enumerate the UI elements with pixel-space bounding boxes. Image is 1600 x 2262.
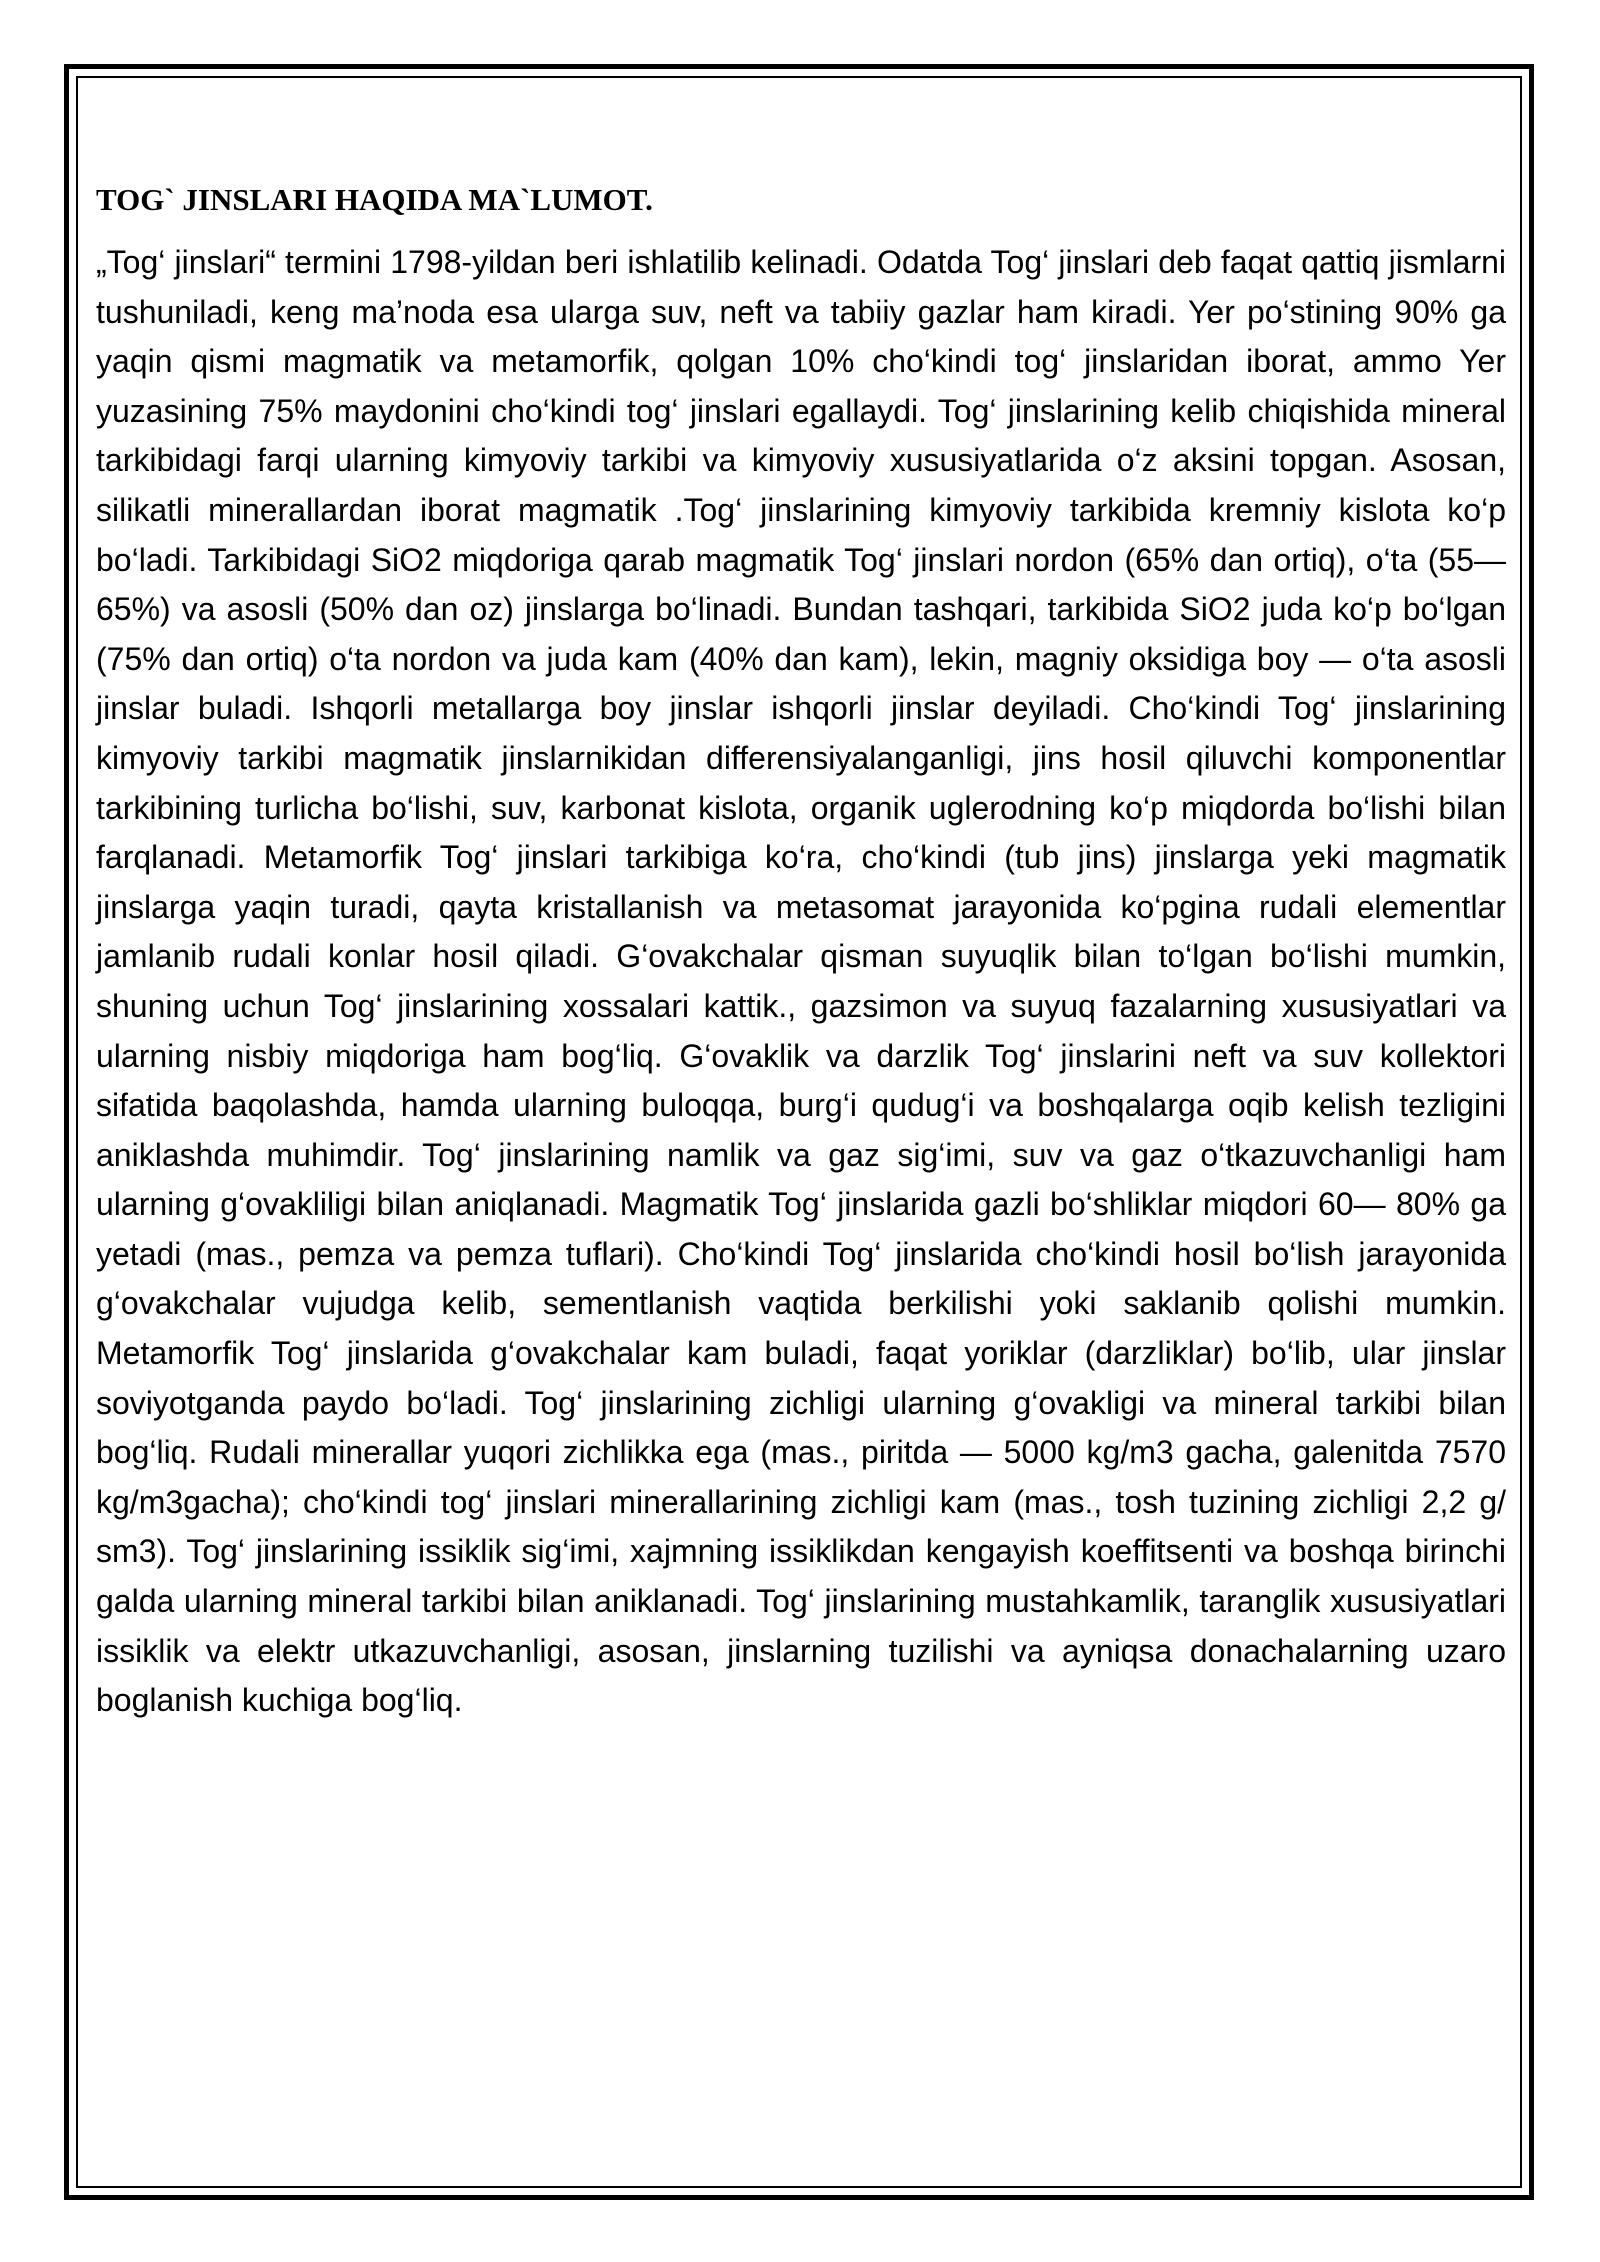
document-content [96,180,1506,1726]
document-title: TOG` JINSLARI HAQIDA MA`LUMOT. [96,182,653,217]
document-body-paragraph: „Tog‘ jinslari“ termini 1798-yildan beri ishlatilib kelinadi. Odatda Tog‘ jinslari deb faqat qattiq jismlarni tushuniladi, keng ma’noda esa ularga suv, neft va tabiiy gazlar ham kiradi. Yer po‘stining 90% ga yaqin qismi magmatik va metamorfik, qolgan 10% cho‘kindi tog‘ jinslaridan iborat, ammo Yer yuzasining 75% maydonini cho‘kindi tog‘ jinslari egallaydi. Tog‘ jinslarining kelib chiqishida mineral tarkibidagi farqi ularning kimyoviy tarkibi va kimyoviy xususiyatlarida o‘z aksini topgan. Asosan, silikatli minerallardan iborat magmatik .Tog‘ jinslarining kimyoviy tarkibida kremniy kislota ko‘p bo‘ladi. Tarkibidagi SiO2 miqdoriga qarab magmatik Tog‘ jinslari nordon (65% dan ortiq), o‘ta (55—65%) va asosli (50% dan oz) jinslarga bo‘linadi. Bundan tashqari, tarkibida SiO2 juda ko‘p bo‘lgan (75% dan ortiq) o‘ta nordon va juda kam (40% dan kam), lekin, magniy oksidiga boy — o‘ta asosli jinslar buladi. Ishqorli metallarga boy jinslar ishqorli jinslar deyiladi. Cho‘kindi Tog‘ jinslarining kimyoviy tarkibi magmatik jinslarnikidan differensiyalanganligi, jins hosil qiluvchi komponentlar tarkibining turlicha bo‘lishi, suv, karbonat kislota, organik uglerodning ko‘p miqdorda bo‘lishi bilan farqlanadi. Metamorfik Tog‘ jinslari tarkibiga ko‘ra, cho‘kindi (tub jins) jinslarga yeki magmatik jinslarga yaqin turadi, qayta kristallanish va metasomat jarayonida ko‘pgina rudali elementlar jamlanib rudali konlar hosil qiladi. G‘ovakchalar qisman suyuqlik bilan to‘lgan bo‘lishi mumkin, shuning uchun Tog‘ jinslarining xossalari kattik., gazsimon va suyuq fazalarning xususiyatlari va ularning nisbiy miqdoriga ham bog‘liq. G‘ovaklik va darzlik Tog‘ jinslarini neft va suv kollektori sifatida baqolashda, hamda ularning buloqqa, burg‘i qudug‘i va boshqalarga oqib kelish tezligini aniklashda muhimdir. Tog‘ jinslarining namlik va gaz sig‘imi, suv va gaz o‘tkazuvchanligi ham ularning g‘ovakliligi bilan aniqlanadi. Magmatik Tog‘ jinslarida gazli bo‘shliklar miqdori 60— 80% ga yetadi (mas., pemza va pemza tuflari). Cho‘kindi Tog‘ jinslarida cho‘kindi hosil bo‘lish jarayonida g‘ovakchalar vujudga kelib, sementlanish vaqtida berkilishi yoki saklanib qolishi mumkin. Metamorfik Tog‘ jinslarida g‘ovakchalar kam buladi, faqat yoriklar (darzliklar) bo‘lib, ular jinslar soviyotganda paydo bo‘ladi. Tog‘ jinslarining zichligi ularning g‘ovakligi va mineral tarkibi bilan bog‘liq. Rudali minerallar yuqori zichlikka ega (mas., piritda — 5000 kg/m3 gacha, galenitda 7570 kg/m3gacha); cho‘kindi tog‘ jinslari minerallarining zichligi kam (mas., tosh tuzining zichligi 2,2 g/ sm3). Tog‘ jinslarining issiklik sig‘imi, xajmning issiklikdan kengayish koeffitsenti va boshqa birinchi galda ularning mineral tarkibi bilan aniklanadi. Tog‘ jinslarining mustahkamlik, taranglik xususiyatlari issiklik va elektr utkazuvchanligi, asosan, jinslarning tuzilishi va ayniqsa donachalarning uzaro boglanish kuchiga bog‘liq. [96,244,1506,1719]
